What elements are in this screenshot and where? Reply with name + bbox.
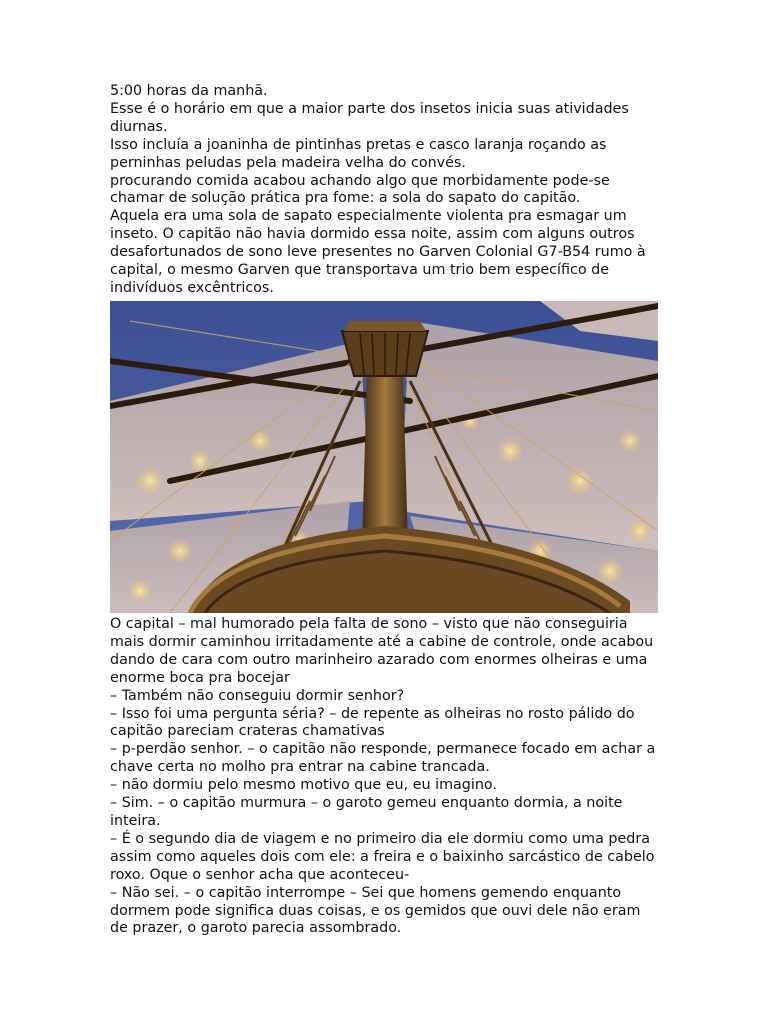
intro-text-line: indivíduos excêntricos. — [110, 279, 274, 296]
body-text-line: – Sim. – o capitão murmura – o garoto gemeu enquanto dormia, a noite — [110, 795, 623, 812]
body-text-line: – Isso foi uma pergunta séria? – de repente as olheiras no rosto pálido do — [110, 705, 635, 722]
intro-text-line: chamar de solução prática pra fome: a sola do sapato do capitão. — [110, 190, 581, 207]
body-text-line: assim como aqueles dois com ele: a freira e o baixinho sarcástico de cabelo — [110, 848, 655, 865]
body-text-line: – não dormiu pelo mesmo motivo que eu, eu imagino. — [110, 777, 497, 794]
body-text-line: de prazer, o garoto parecia assombrado. — [110, 920, 402, 937]
intro-text-line: diurnas. — [110, 118, 168, 135]
body-text-line: capitão pareciam crateras chamativas — [110, 723, 385, 740]
body-text-line: mais dormir caminhou irritadamente até a cabine de controle, onde acabou — [110, 633, 654, 650]
intro-text-line: perninhas peludas pela madeira velha do convés. — [110, 154, 466, 171]
body-text-line: – É o segundo dia de viagem e no primeiro dia ele dormiu como uma pedra — [110, 830, 650, 847]
ship-mast-illustration — [110, 301, 658, 613]
body-text-line: chave certa no molho pra entrar na cabine trancada. — [110, 759, 490, 776]
body-text-line: dando de cara com outro marinheiro azarado com enormes olheiras e uma — [110, 651, 648, 668]
intro-text-line: Esse é o horário em que a maior parte dos insetos inicia suas atividades — [110, 100, 629, 117]
intro-text-line: desafortunados de sono leve presentes no Garven Colonial G7-B54 rumo à — [110, 244, 646, 261]
body-text-line: – Não sei. – o capitão interrompe – Sei que homens gemendo enquanto — [110, 884, 622, 901]
body-text-line: dormem pode significa duas coisas, e os gemidos que ouvi dele não eram — [110, 902, 641, 919]
body-text-line: enorme boca pra bocejar — [110, 669, 290, 686]
intro-text-line: 5:00 horas da manhã. — [110, 83, 268, 99]
intro-paragraphs — [110, 83, 658, 298]
body-text-line: O capital – mal humorado pela falta de sono – visto que não conseguiria — [110, 616, 628, 632]
body-paragraphs — [110, 616, 658, 938]
intro-text-line: Isso incluía a joaninha de pintinhas pretas e casco laranja roçando as — [110, 136, 607, 153]
body-text-line: roxo. Oque o senhor acha que aconteceu- — [110, 866, 410, 883]
intro-text-line: procurando comida acabou achando algo que morbidamente pode-se — [110, 172, 610, 189]
body-text-line: – p-perdão senhor. – o capitão não responde, permanece focado em achar a — [110, 741, 656, 758]
body-text-line: – Também não conseguiu dormir senhor? — [110, 687, 405, 704]
intro-text-line: inseto. O capitão não havia dormido essa noite, assim com alguns outros — [110, 226, 635, 243]
intro-text-line: capital, o mesmo Garven que transportava um trio bem específico de — [110, 262, 610, 279]
body-text-line: inteira. — [110, 812, 161, 829]
intro-text-line: Aquela era uma sola de sapato especialmente violenta pra esmagar um — [110, 208, 627, 225]
